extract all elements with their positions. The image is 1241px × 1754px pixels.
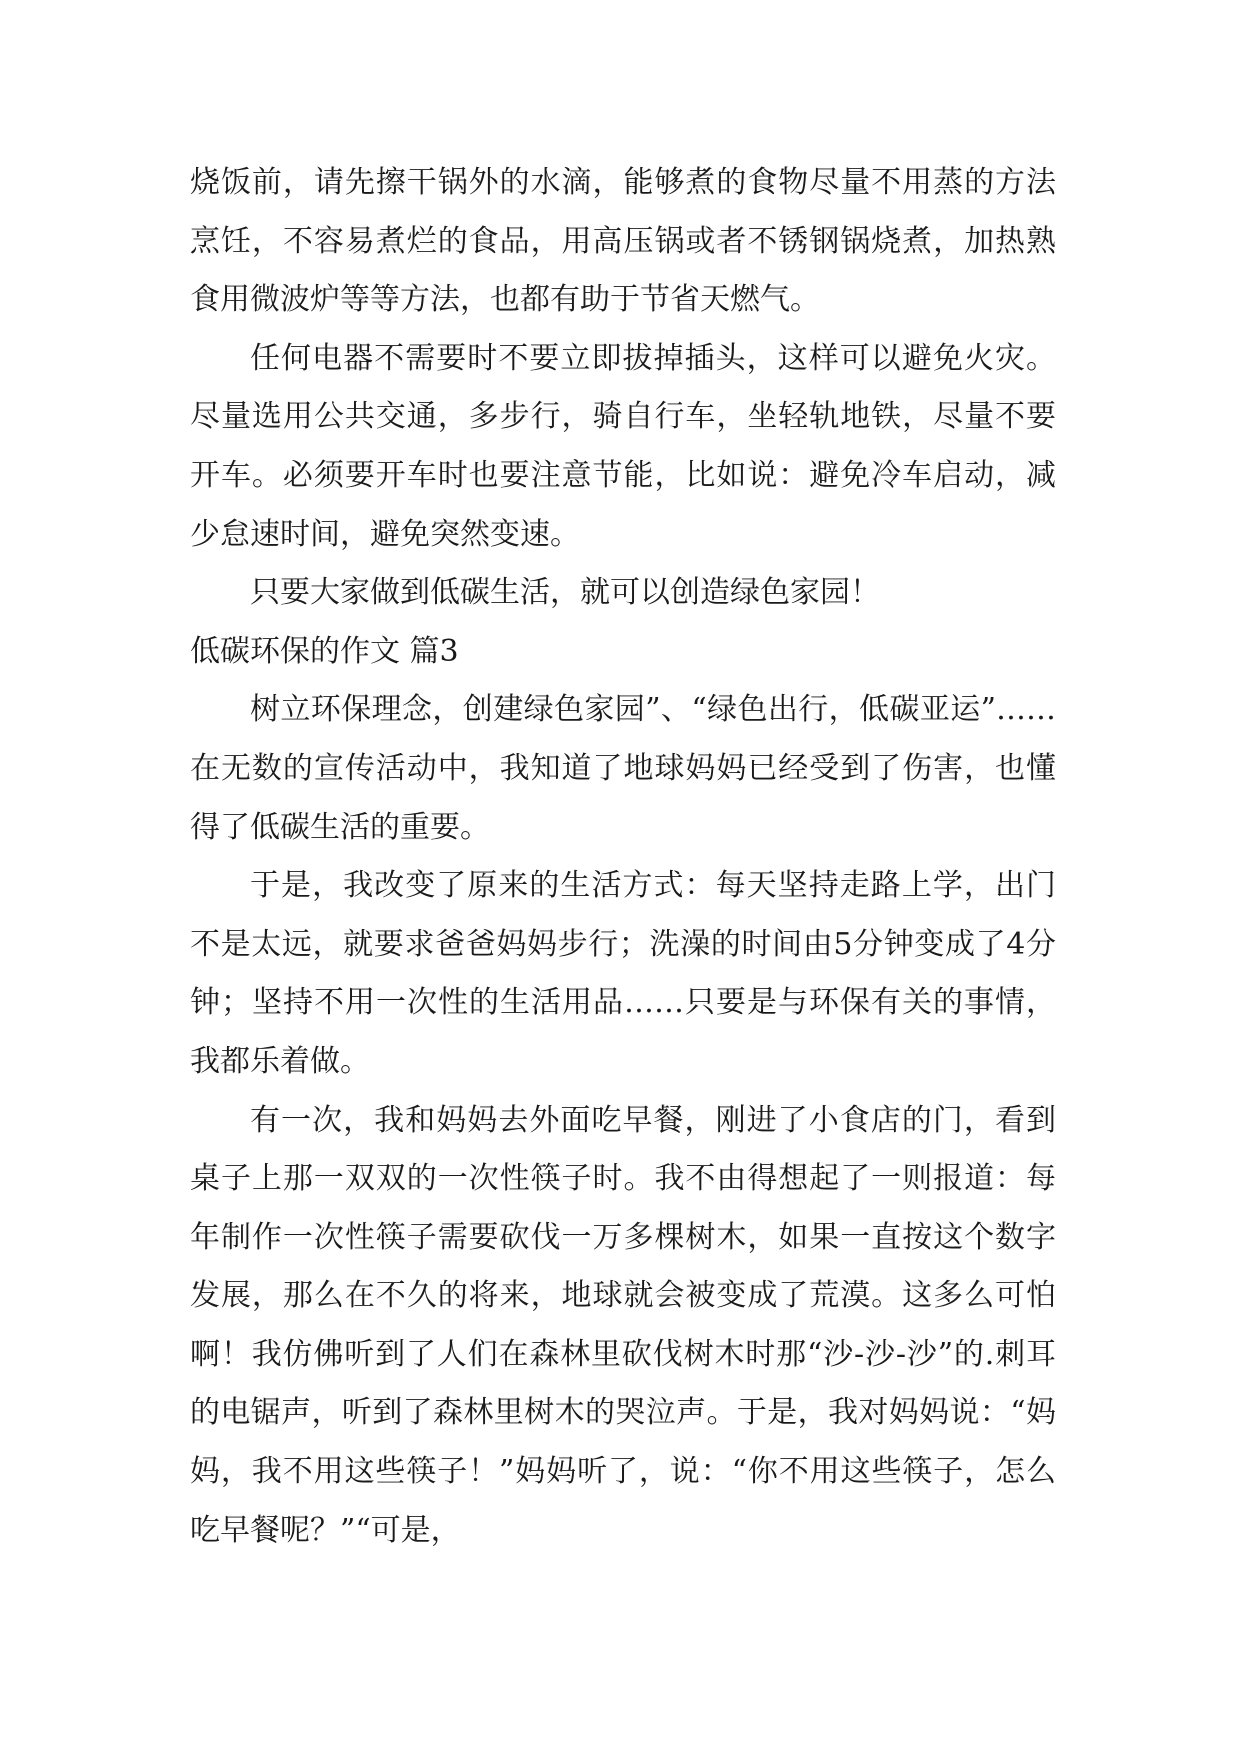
paragraph-environment-idea: 树立环保理念，创建绿色家园”、“绿色出行，低碳亚运”……在无数的宣传活动中，我知道了地球妈妈已经受到了伤害，也懂得了低碳生活的重要。 [190,692,1056,845]
paragraph-lifestyle-change: 于是，我改变了原来的生活方式：每天坚持走路上学，出门不是太远，就要求爸爸妈妈步行；洗澡的时间由5分钟变成了4分钟；坚持不用一次性的生活用品……只要是与环保有关的事情，我都乐着做。 [190,868,1056,1079]
paragraph-chopsticks-story: 有一次，我和妈妈去外面吃早餐，刚进了小食店的门，看到桌子上那一双双的一次性筷子时。我不由得想起了一则报道：每年制作一次性筷子需要砍伐一万多棵树木，如果一直按这个数字发展，那么在不久的将来，地球就会被变成了荒漠。这多么可怕啊！我仿佛听到了人们在森林里砍伐树木时那“沙-沙-沙”的.刺耳的电锯声，听到了森林里树木的哭泣声。于是，我对妈妈说：“妈妈，我不用这些筷子！”妈妈听了，说：“你不用这些筷子，怎么吃早餐呢？”“可是， [190,1102,1056,1548]
paragraph-electricity-transport: 任何电器不需要时不要立即拔掉插头，这样可以避免火灾。尽量选用公共交通，多步行，骑自行车，坐轻轨地铁，尽量不要开车。必须要开车时也要注意节能，比如说：避免冷车启动，减少怠速时间，避免突然变速。 [190,340,1056,552]
document-body [190,154,1056,1560]
paragraph-green-home: 只要大家做到低碳生活，就可以创造绿色家园！ [250,575,880,611]
section-heading: 低碳环保的作文 篇3 [190,633,459,669]
paragraph-gas-saving: 烧饭前，请先擦干锅外的水滴，能够煮的食物尽量不用蒸的方法烹饪，不容易煮烂的食品，用高压锅或者不锈钢锅烧煮，加热熟食用微波炉等等方法，也都有助于节省天燃气。 [190,165,1056,318]
